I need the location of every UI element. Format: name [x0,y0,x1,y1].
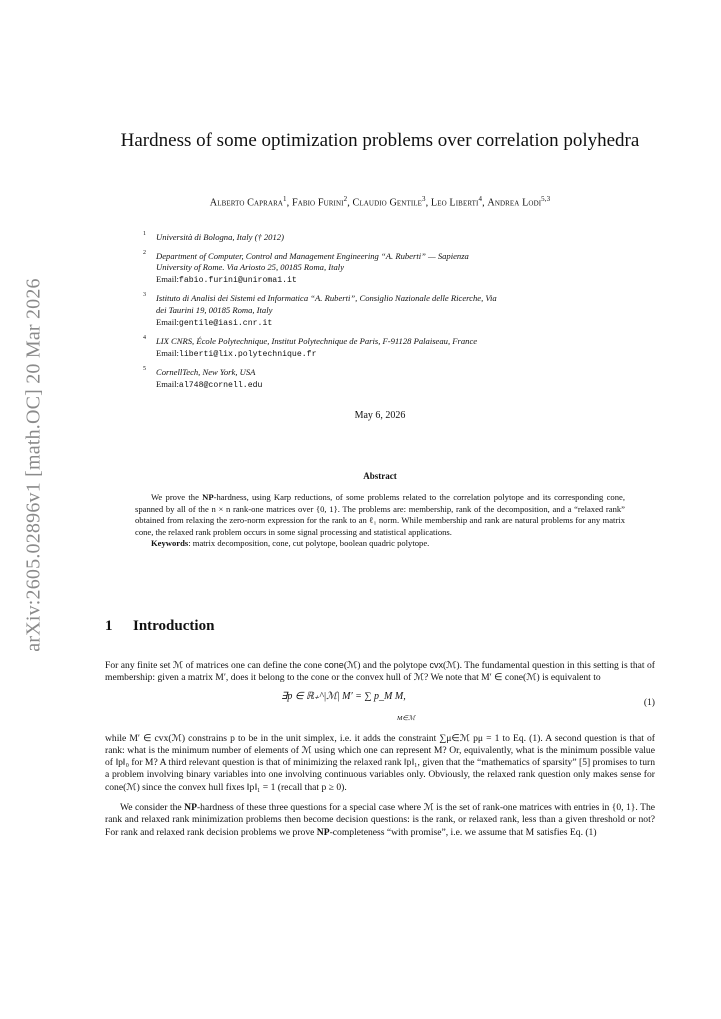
equation-formula: ∃p ∈ ℝ₊^|ℳ| M′ = ∑ p_M M, [281,690,406,702]
paper-title: Hardness of some optimization problems over correlation polyhedra [120,130,640,151]
abstract-body [135,492,625,550]
email-link[interactable]: liberti@lix.polytechnique.fr [178,349,317,359]
abstract-text-part: -hardness, using Karp reductions, of some problems related to the correlation polytope and its corresponding cone, spanned by all of the n × n rank-one matrices over {0, 1}. The problems are: membership, rank of the decomposition, and a “relaxed rank” obtained from relaxing the zero-norm expression for the rank to an ℓ₁ norm. While membership and rank are natural problems for any matrix cone, the relaxed rank problem occurs in some signal processing and statistical applications. [135,492,625,537]
affiliation-line: Department of Computer, Control and Management Engineering “A. Ruberti” — Sapienza [156,250,469,261]
paragraph-text: (ℳ). The fundamental question in this setting is that of membership: given a matrix M′, does it belong to the cone or the convex hull of ℳ? We note that M′ ∈ cone(ℳ) is equivalent to [105,660,655,684]
np-term: NP [184,802,197,814]
affiliation-line: Università di Bologna, Italy († 2012) [156,232,284,242]
paragraph-text: We consider the [120,802,185,814]
email-label: Email: [156,378,179,389]
author-affil-mark: 3 [422,195,426,203]
author-name: Fabio Furini [291,197,344,209]
affiliation-line: dei Taurini 19, 00185 Roma, Italy [156,304,273,315]
section-number: 1 [105,618,113,634]
author-name: Claudio Gentile [352,197,423,209]
keywords-line [135,538,625,550]
paragraph-text: -completeness “with promise”, i.e. we assume that M satisfies Eq. (1) [329,826,597,838]
paragraph-text: (ℳ) and the polytope [343,660,430,671]
np-term: NP [202,492,214,502]
affiliation-number: 3 [143,292,146,299]
affiliation-line: Istituto di Analisi dei Sistemi ed Informatica “A. Ruberti”, Consiglio Nazionale delle Ricerche, Via [156,293,497,304]
email-line [156,317,272,327]
affiliation-item [143,293,643,329]
affiliation-list [143,232,643,399]
abstract-text-part: We prove the [151,492,203,502]
body-paragraph [105,659,655,685]
equation-sum-index: M∈ℳ [397,714,416,722]
arxiv-identifier[interactable]: arXiv:2605.02896v1 [math.OC] 20 Mar 2026 [22,278,45,652]
affiliation-item [143,232,643,244]
arxiv-sidebar-stamp [0,0,45,652]
email-link[interactable]: gentile@iasi.cnr.it [178,318,273,328]
paper-date: May 6, 2026 [354,410,406,421]
affiliation-line: University of Rome. Via Ariosto 25, 00185 Roma, Italy [156,262,345,273]
email-label: Email: [156,273,179,284]
affiliation-line: CornellTech, New York, USA [156,367,256,378]
author-affil-mark: 5,3 [541,195,551,203]
display-equation [105,689,655,729]
author-affil-mark: 1 [283,195,287,203]
affiliation-item [143,251,643,287]
affiliation-number: 1 [143,231,146,237]
affiliation-number: 4 [143,335,146,342]
affiliation-number: 5 [143,366,146,373]
affiliation-item [143,367,643,391]
section-heading [105,618,655,635]
email-link[interactable]: fabio.furini@uniroma1.it [178,275,297,285]
author-name: Leo Liberti [430,197,479,209]
email-label: Email: [156,316,179,327]
email-link[interactable]: al748@cornell.edu [178,380,263,390]
author-name: Andrea Lodi [487,197,542,209]
email-line [156,274,297,284]
affiliation-line: LIX CNRS, École Polytechnique, Institut Polytechnique de Paris, F-91128 Palaiseau, France [156,336,478,347]
author-affil-mark: 4 [478,195,483,203]
section-body [105,659,655,839]
keywords-text: : matrix decomposition, cone, cut polytope, boolean quadric polytope. [188,538,430,549]
email-label: Email: [156,347,179,358]
np-term: NP [316,826,330,838]
affiliation-item [143,336,643,360]
body-paragraph [105,802,655,839]
email-line [156,348,317,358]
author-name: Alberto Caprara [209,197,284,209]
abstract-text [135,492,625,538]
abstract-heading: Abstract [363,471,397,481]
paragraph-text: -hardness of these three questions for a special case where ℳ is the set of rank-one matrices with entries in {0, 1}. The rank and relaxed rank minimization problems then become decision questions: is the rank, or relaxed rank, less than a given threshold or not? For rank and relaxed rank decision problems we prove [105,802,655,838]
operator-cone: cone [324,660,344,670]
email-line [156,379,262,389]
equation-number: (1) [643,696,655,708]
paragraph-text: For any finite set ℳ of matrices one can define the cone [105,660,325,671]
section-title: Introduction [133,618,215,634]
author-affil-mark: 2 [343,195,348,203]
operator-cvx: cvx [429,660,443,670]
affiliation-number: 2 [143,249,146,256]
keywords-label: Keywords [151,538,189,549]
author-list: Alberto Caprara$^1$, Fabio Furini$^2$, Claudio Gentile$^3$, Leo Liberti$^4$, Andrea Lodi$^{5,3}$ [209,195,551,209]
body-paragraph: while M′ ∈ cvx(ℳ) constrains p to be in the unit simplex, i.e. it adds the constraint ∑μ∈ℳ pμ = 1 to Eq. (1). A second question is that of rank: what is the minimum number of elements of ℳ using which one can represent M? Or, equivalently, what is the minimum possible value of ‖p‖₀ for M? A third relevant question is that of minimizing the relaxed rank ‖p‖₁, given that the “mathematics of sparsity” [5] promises to turn a problem involving binary variables into one involving continuous variables only. Obviously, the relaxed rank question only makes sense for cone(ℳ) since the convex hull fixes ‖p‖₁ = 1 (recall that p ≥ 0). [105,732,655,793]
